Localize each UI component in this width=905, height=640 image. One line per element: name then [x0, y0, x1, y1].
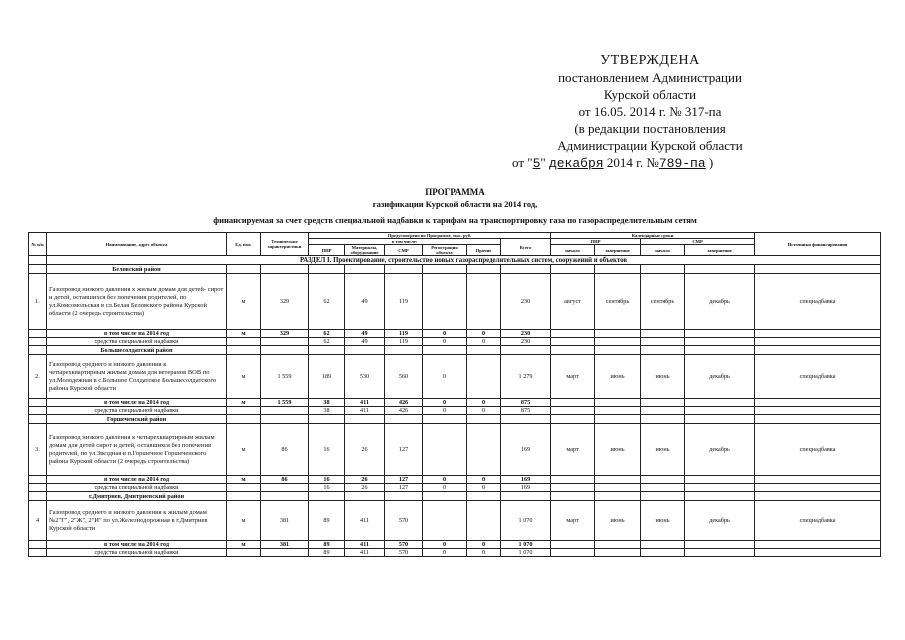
cell-sub1-total: 1 070	[501, 541, 551, 549]
subtotal-row	[29, 399, 881, 407]
funding-row	[29, 338, 881, 346]
cell-smr_start: июнь	[641, 501, 685, 541]
district-row	[29, 346, 881, 355]
approval-line-1: постановлением Администрации	[558, 70, 742, 85]
header-dates: Календарные сроки	[551, 233, 755, 239]
cell-smr_end: декабрь	[685, 355, 755, 399]
cell-sub2-materials: 49	[345, 338, 385, 346]
approval-line-3: от 16.05. 2014 г. № 317-па	[578, 104, 722, 119]
cell-object: Газопровод среднего и низкого давления к четырехквартирным жилым домам для ветеранов ВОВ по ул.Молодежная в с.Большое Солдатское Большесолдатского района Курской области	[47, 355, 227, 399]
header-pir-start: начало	[551, 245, 595, 256]
table-row	[29, 501, 881, 541]
program-line-2: финансируемая за счет средств специальной надбавки к тарифам на транспортировку газа по газораспределительным сетям	[213, 215, 697, 225]
subtotal-row	[29, 476, 881, 484]
approval-title: УТВЕРЖДЕНА	[600, 53, 700, 68]
cell-object: Газопровод среднего и низкого давления к жилым домам №2"Г", 2"Ж", 2"И" по ул.Железнодорожная в г.Дмитриев Курской области	[47, 501, 227, 541]
cell-sub2-total: 230	[501, 338, 551, 346]
cell-pir: 16	[309, 424, 345, 476]
cell-sub2-materials: 411	[345, 407, 385, 415]
header-cost: Предусмотрено по Программе, тыс. руб.	[309, 233, 551, 239]
program-line-1: газификации Курской области на 2014 год,	[372, 199, 538, 209]
cell-pir_end: сентябрь	[595, 274, 641, 330]
cell-sub1-registration: 0	[423, 476, 467, 484]
cell-source: спецнадбавка	[755, 274, 881, 330]
cell-materials: 411	[345, 501, 385, 541]
cell-other	[467, 424, 501, 476]
header-materials: Материалы, оборудование	[345, 245, 385, 256]
cell-pir_start: март	[551, 501, 595, 541]
cell-sub1-tech: 86	[261, 476, 309, 484]
cell-sub1-pir: 62	[309, 330, 345, 338]
cell-tech: 86	[261, 424, 309, 476]
decree-number: 789-па	[658, 156, 706, 171]
cell-tech: 381	[261, 501, 309, 541]
funding-row	[29, 549, 881, 557]
cell-total: 169	[501, 424, 551, 476]
cell-smr_end: декабрь	[685, 274, 755, 330]
cell-sub1-pir: 16	[309, 476, 345, 484]
approval-stamp	[500, 52, 800, 172]
cell-sub1-unit: м	[227, 330, 261, 338]
cell-source: спецнадбавка	[755, 355, 881, 399]
cell-total: 1 279	[501, 355, 551, 399]
cell-sub2-pir: 38	[309, 407, 345, 415]
table-row	[29, 355, 881, 399]
header-smr-end: завершение	[685, 245, 755, 256]
cell-sub1-other: 0	[467, 399, 501, 407]
cell-sub1-smr: 570	[385, 541, 423, 549]
funding-label: средства специальной надбавки	[47, 484, 227, 492]
cell-sub1-materials: 411	[345, 399, 385, 407]
cell-smr_start: сентябрь	[641, 274, 685, 330]
header-pir-end: завершение	[595, 245, 641, 256]
approval-line-5: Администрации Курской области	[557, 138, 743, 153]
cell-sub2-materials: 411	[345, 549, 385, 557]
cell-pir_end: июнь	[595, 501, 641, 541]
subtotal-label: в том числе на 2014 год	[47, 541, 227, 549]
cell-registration	[423, 501, 467, 541]
cell-sub1-total: 230	[501, 330, 551, 338]
cell-registration: 0	[423, 355, 467, 399]
cell-smr: 119	[385, 274, 423, 330]
header-incl: в том числе:	[309, 239, 501, 245]
header-name: Наименование, адрес объекта	[47, 233, 227, 256]
program-title-block	[40, 186, 870, 226]
date-day: 5	[532, 156, 541, 171]
cell-pir_end: июнь	[595, 424, 641, 476]
cell-object: Газопровод низкого давления к жилым домам для детей- сирот и детей, оставшихся без попечения родителей, по ул.Комсомольская в сл.Белая Беловского района Курской области (2 очередь строительства)	[47, 274, 227, 330]
cell-sub2-total: 169	[501, 484, 551, 492]
cell-materials: 530	[345, 355, 385, 399]
header-other: Прочие	[467, 245, 501, 256]
cell-smr: 127	[385, 424, 423, 476]
cell-source: спецнадбавка	[755, 501, 881, 541]
header-total: Всего	[501, 239, 551, 256]
date-mid-1: "	[540, 155, 549, 170]
approval-date-line	[500, 154, 800, 172]
header-unit: Ед. изм.	[227, 233, 261, 256]
cell-registration	[423, 424, 467, 476]
date-suffix: )	[705, 155, 714, 170]
header-smr: СМР	[385, 245, 423, 256]
program-table	[28, 232, 881, 557]
cell-unit: м	[227, 355, 261, 399]
district-name: Горшеченский район	[47, 415, 227, 424]
cell-tech: 1 559	[261, 355, 309, 399]
cell-sub1-pir: 38	[309, 399, 345, 407]
cell-smr_end: декабрь	[685, 501, 755, 541]
cell-sub2-smr: 570	[385, 549, 423, 557]
cell-num: 3.	[29, 424, 47, 476]
header-smr-start: начало	[641, 245, 685, 256]
funding-row	[29, 407, 881, 415]
header-pir: ПИР	[309, 245, 345, 256]
subtotal-row	[29, 330, 881, 338]
cell-sub1-smr: 127	[385, 476, 423, 484]
cell-pir_start: март	[551, 355, 595, 399]
cell-sub1-other: 0	[467, 476, 501, 484]
cell-sub2-other: 0	[467, 407, 501, 415]
cell-sub1-materials: 411	[345, 541, 385, 549]
cell-sub2-smr: 119	[385, 338, 423, 346]
district-name: Беловский район	[47, 265, 227, 274]
cell-other	[467, 274, 501, 330]
table-row	[29, 424, 881, 476]
district-row	[29, 492, 881, 501]
cell-sub2-registration: 0	[423, 407, 467, 415]
cell-sub2-smr: 127	[385, 484, 423, 492]
cell-unit: м	[227, 501, 261, 541]
cell-smr: 570	[385, 501, 423, 541]
cell-materials: 49	[345, 274, 385, 330]
district-name: г.Дмитриев, Дмитриевский район	[47, 492, 227, 501]
cell-sub2-materials: 26	[345, 484, 385, 492]
cell-sub2-registration: 0	[423, 338, 467, 346]
cell-pir: 62	[309, 274, 345, 330]
cell-sub2-registration: 0	[423, 549, 467, 557]
cell-sub1-other: 0	[467, 541, 501, 549]
header-smr-dates: СМР	[641, 239, 755, 245]
cell-sub1-total: 875	[501, 399, 551, 407]
cell-registration	[423, 274, 467, 330]
cell-sub1-materials: 49	[345, 330, 385, 338]
subtotal-row	[29, 541, 881, 549]
header-pir-dates: ПИР	[551, 239, 641, 245]
cell-sub2-pir: 62	[309, 338, 345, 346]
funding-row	[29, 484, 881, 492]
cell-other	[467, 501, 501, 541]
section-row	[29, 256, 881, 265]
subtotal-label: в том числе на 2014 год	[47, 476, 227, 484]
cell-sub1-smr: 426	[385, 399, 423, 407]
funding-label: средства специальной надбавки	[47, 338, 227, 346]
cell-sub1-total: 169	[501, 476, 551, 484]
cell-sub1-other: 0	[467, 330, 501, 338]
cell-sub2-other: 0	[467, 338, 501, 346]
cell-sub1-tech: 329	[261, 330, 309, 338]
cell-smr_start: июнь	[641, 355, 685, 399]
cell-sub2-smr: 426	[385, 407, 423, 415]
cell-sub2-total: 1 070	[501, 549, 551, 557]
cell-materials: 26	[345, 424, 385, 476]
cell-sub1-registration: 0	[423, 330, 467, 338]
cell-total: 1 070	[501, 501, 551, 541]
district-name: Большесолдатский район	[47, 346, 227, 355]
date-mid-2: 2014 г. №	[603, 155, 659, 170]
cell-sub1-unit: м	[227, 476, 261, 484]
cell-sub1-unit: м	[227, 399, 261, 407]
date-month: декабря	[548, 156, 604, 171]
cell-num: 2.	[29, 355, 47, 399]
approval-line-4: (в редакции постановления	[574, 121, 726, 136]
cell-smr_end: декабрь	[685, 424, 755, 476]
cell-unit: м	[227, 424, 261, 476]
header-num: № п/п	[29, 233, 47, 256]
funding-label: средства специальной надбавки	[47, 549, 227, 557]
cell-sub1-tech: 1 559	[261, 399, 309, 407]
cell-sub1-registration: 0	[423, 399, 467, 407]
approval-line-2: Курской области	[603, 87, 697, 102]
cell-sub1-unit: м	[227, 541, 261, 549]
cell-sub2-other: 0	[467, 484, 501, 492]
program-heading: ПРОГРАММА	[425, 187, 485, 197]
district-row	[29, 415, 881, 424]
funding-label: средства специальной надбавки	[47, 407, 227, 415]
cell-source: спецнадбавка	[755, 424, 881, 476]
district-row	[29, 265, 881, 274]
cell-pir_start: март	[551, 424, 595, 476]
header-registration: Регистрация объекта	[423, 245, 467, 256]
cell-sub2-pir: 89	[309, 549, 345, 557]
cell-sub2-pir: 16	[309, 484, 345, 492]
cell-smr: 560	[385, 355, 423, 399]
cell-num: 4	[29, 501, 47, 541]
cell-pir_start: август	[551, 274, 595, 330]
cell-object: Газопровод низкого давления к четырехквартирным жилым домам для детей сирот и детей, оставшихся без попечения родителей, по ул.Звездная в п.Горшечное Горшеченского района Курской области (2 очередь строительства)	[47, 424, 227, 476]
cell-pir_end: июнь	[595, 355, 641, 399]
cell-sub1-smr: 119	[385, 330, 423, 338]
cell-smr_start: июнь	[641, 424, 685, 476]
cell-pir: 89	[309, 501, 345, 541]
table-row	[29, 274, 881, 330]
cell-pir: 189	[309, 355, 345, 399]
subtotal-label: в том числе на 2014 год	[47, 399, 227, 407]
cell-unit: м	[227, 274, 261, 330]
cell-sub2-total: 875	[501, 407, 551, 415]
subtotal-label: в том числе на 2014 год	[47, 330, 227, 338]
cell-num: 1.	[29, 274, 47, 330]
cell-sub1-materials: 26	[345, 476, 385, 484]
header-tech: Технические характеристики	[261, 233, 309, 256]
cell-total: 230	[501, 274, 551, 330]
header-source: Источники финансирования	[755, 233, 881, 256]
cell-other	[467, 355, 501, 399]
cell-sub1-pir: 89	[309, 541, 345, 549]
cell-sub1-registration: 0	[423, 541, 467, 549]
section-title: РАЗДЕЛ I. Проектирование, строительство новых газораспределительных систем, сооружений и объектов	[47, 256, 881, 265]
cell-tech: 329	[261, 274, 309, 330]
cell-sub2-other: 0	[467, 549, 501, 557]
date-prefix: от "	[512, 155, 533, 170]
cell-sub2-registration: 0	[423, 484, 467, 492]
cell-sub1-tech: 381	[261, 541, 309, 549]
